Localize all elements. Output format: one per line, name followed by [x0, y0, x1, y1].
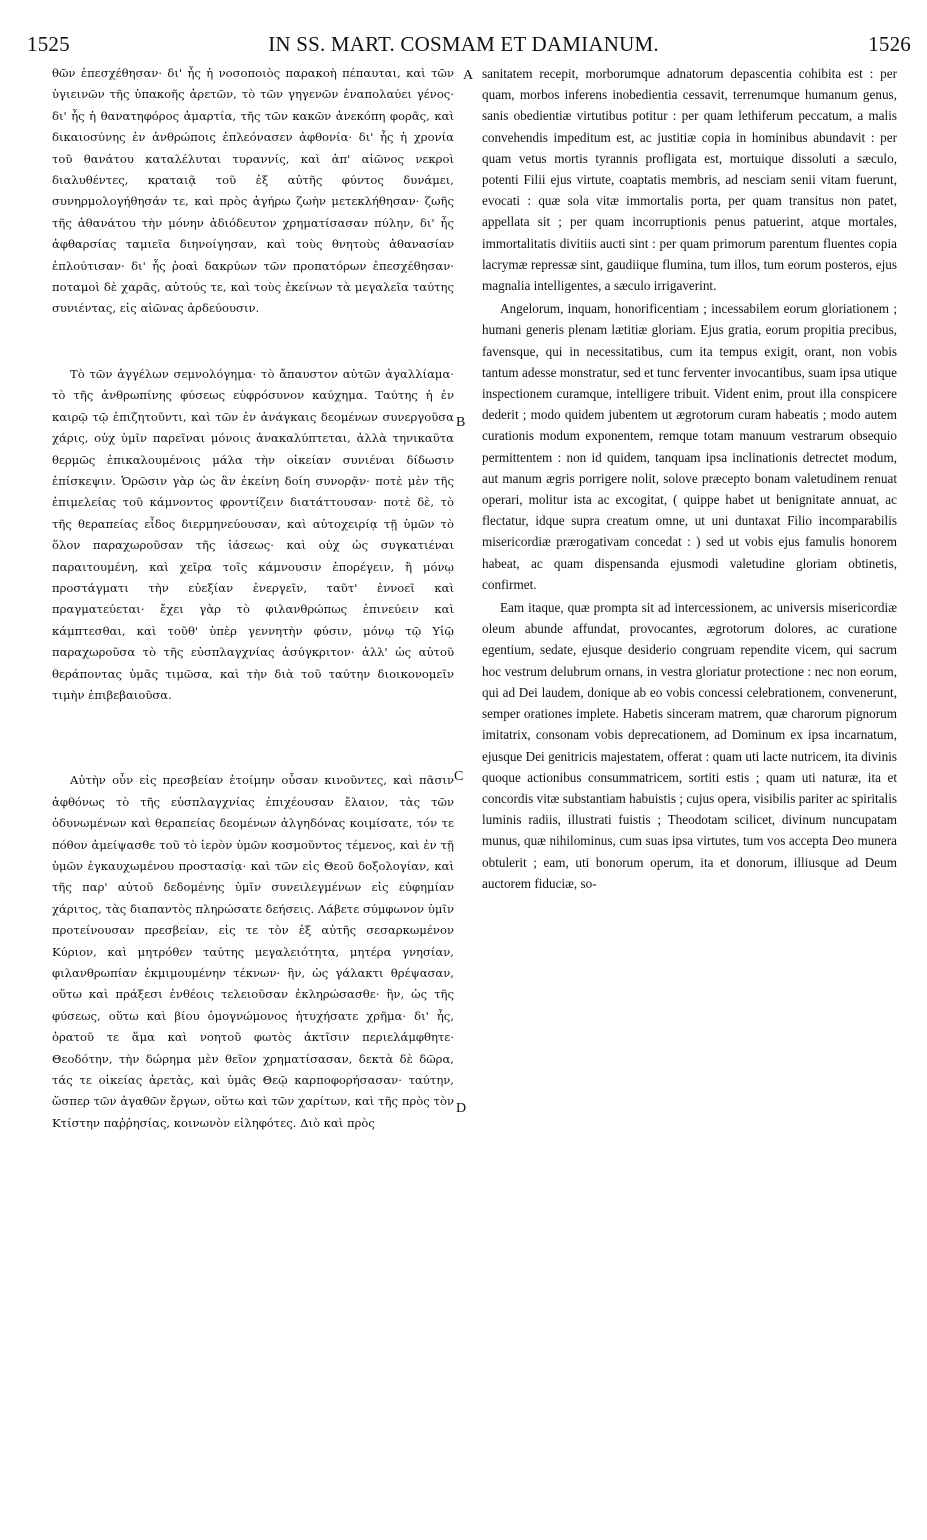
latin-paragraph-2: Angelorum, inquam, honorificentiam ; incessabilem eorum gloriationem ; humani generis plenam lætitiæ gloriam. Ejus gratia, eorum propitia precibus, favensque, qui in necessitatibus, cum ita tempus exigit, orant, non vobis tantum adesse monstratur, sed et tunc ferventer invocantibus, suam ipsa utique inspectionem curamque, intelligere tribuit. Vident enim, prout illa conspicere dederit ; modo quidem jubentem ut ægrotorum curam habeatis ; modo autem curationis modum exponentem, remque totam manuum vestrarum obsequio permittentem : non id quidem, tanquam ipsa inclinationis detrectet modum, aut manum ægris porrigere nolit, solove præcepto bonam valetudinem renuat operari, molitur ista ac excogitat, ( quippe habet ut benignitate annuat, ac flectatur, idque supra creatum omne, ut uni duntaxat Filio incomparabilis misericordiæ prærogativam concedat : ) sed ut vobis ejus famulis honorem habeat, ac quam dispensanda ejusmodi valetudine gloriam obtinetis, confirmet. [482, 301, 897, 592]
margin-marker-b: B [456, 415, 466, 430]
right-page-number: 1526 [868, 32, 911, 56]
latin-paragraph-1: sanitatem recepit, morborumque adnatorum depascentia cohibita est : per quam, morbos inferens inobedientia cessavit, terrenumque humanum genus, sanis obedientiæ virtutibus potitur : per quam lethiferum peccatum, a malis convehendis impeditum est, ac justitiæ copia in hominibus abundavit : per quam vetus mortis tyrannis profligata est, mortuique dissoluti a sæculo, potenti Filii ejus virtute, coaptatis membris, ad nesciam senii vitam fuerunt, evocati : quæ sola vitæ immortalis porta, per quam transitus non patet, appellata sit ; per quam incorruptionis penus patuerint, atque mortales, immortalitatis divitiis aucti sint : per quam primorum parentum fluentes copia lacrymæ repressæ sint, gaudiique flumina, tum illos, tum eorum posteros, ejus magnalia intelligentes, a sæculo irrigaverint. [482, 66, 897, 294]
margin-marker-c: C [454, 769, 464, 784]
margin-marker-a: A [463, 68, 474, 83]
greek-paragraph-1: θῶν ἐπεσχέθησαν· δι' ἧς ἡ νοσοποιὸς παρακοὴ πέπαυται, καὶ τῶν ὑγιεινῶν τῆς ὑπακοῆς ἀρετῶν, τὸ τῶν γηγενῶν ἐναπολαύει γένος· δι' ἧς ἡ θανατηφόρος ἁμαρτία, τῆς τῶν κακῶν ἀνεκόπη φορᾶς, καὶ δικαιοσύνης ἐν ἀνθρώποις ἐπλεόνασεν ἀφθονία· δι' ἧς ἡ χρονία τοῦ θανάτου καταλέλυται τυραννίς, καὶ ἀπ' αἰῶνος νεκροὶ διαλυθέντες, κραταιᾷ τοῦ ἐξ αὐτῆς φύντος δυνάμει, συνηρμολογήθησάν τε, καὶ πρὸς ἀγήρω ζωὴν μετεκλήθησαν· ζωῆς τῆς ἀθανάτου τὴν μόνην ἀδιόδευτον χρηματίσασαν πύλην, δι' ἧς ἀφθαρσίας ταμιεῖα διηνοίγησαν, καὶ τοὺς θνητοὺς ἀθανασίαν ἐπλούτισαν· δι' ἧς ῥοαὶ δακρύων τῶν προπατόρων ἐπεσχέθησαν· ποταμοὶ δὲ χαρᾶς, αὐτούς τε, καὶ τοὺς ἐκείνων τὰ μεγαλεῖα ταύτης συνιέντας, εἰς αἰῶνας ἀρδεύουσιν. [52, 66, 454, 316]
latin-column [482, 63, 897, 894]
latin-paragraph-3: Eam itaque, quæ prompta sit ad intercessionem, ac universis misericordiæ oleum abunde affundat, provocantes, ægrotorum dolores, ac curatione egentium, sedate, ejusque desiderio congruam rependite vicem, qui sacrum hoc vestrum delubrum ornans, in vestra gloriatur protectione : nec non eorum, qui ad Dei laudem, donique ab eo vobis concessi celebrationem, convenerunt, semper orationes implete. Habetis sinceram matrem, quæ charorum pignorum imitatrix, consonam vobis deprecationem, ad Dominum ex ipsa incarnatum, ejusque Dei genitricis majestatem, offerat : quam uti lacte nutricem, ita divinis quoque actionibus consummatricem, sortiti estis ; quam uti naturæ, ita et concordis vitæ substantiam habuistis ; cujus opera, visibilis pariter ac spiritalis luminis radiis, illustrati fuistis ; Theodotam scilicet, divinum nuncupatam munus, quæ nihilominus, cum suas ipsa virtutes, tum vos accepta Deo munera obtulerit ; eam, uti bonorum operum, ita et donorum, illiusque ad Deum auctorem fiduciæ, so- [482, 600, 897, 891]
running-title: IN SS. MART. COSMAM ET DAMIANUM. [268, 32, 659, 56]
greek-column [52, 63, 454, 1134]
greek-paragraph-3: Αὐτὴν οὖν εἰς πρεσβείαν ἑτοίμην οὖσαν κινοῦντες, καὶ πᾶσιν ἀφθόνως τὸ τῆς εὐσπλαγχνίας ἐπιχέουσαν ἔλαιον, τὰς τῶν ὀδυνωμένων καὶ θεραπείας δεομένων ἀλγηδόνας κοιμίσατε, τόν τε πόθον ἀμείψασθε τοῦ τὸ ἱερὸν ὑμῶν κοσμοῦντος τέμενος, καὶ ἐν τῇ ὑμῶν ἐγκαυχωμένου προστασίᾳ· καὶ τῶν εἰς Θεοῦ δοξολογίαν, καὶ τῆς παρ' αὐτοῦ δεδομένης ὑμῖν συνειλεγμένων εἰς εὐφημίαν χάριτος, τὰς διαπαντὸς πληρώσατε δεήσεις. Λάβετε σύμφωνον ὑμῖν προτείνουσαν πρεσβείαν, εἰς τε τὸν ἐξ αὐτῆς σεσαρκωμένον Κύριον, καὶ μητρόθεν ταύτης μεγαλειότητα, μητέρα γνησίαν, φιλανθρωπίαν ἐκμιμουμένην τέκνων· ἣν, ὡς γάλακτι θρέψασαν, οὕτω καὶ πράξεσι ἐνθέοις τελειοῦσαν ἐκληρώσασθε· ἣν, ὡς τῆς φύσεως, οὕτω καὶ βίου ὁμογνώμονος ἠτυχήσατε χρῆμα· δι' ἧς, ὁρατοῦ τε ἅμα καὶ νοητοῦ φωτὸς ἀκτῖσιν περιελάμφθητε· Θεοδότην, τὴν δώρημα μὲν θεῖον χρηματίσασαν, δεκτὰ δὲ δῶρα, τάς τε οἰκείας ἀρετὰς, καὶ ὑμᾶς Θεῷ καρποφορήσασαν· ταύτην, ὥσπερ τῶν ἀγαθῶν ἔργων, οὕτω καὶ τῶν χαρίτων, καὶ τῆς πρὸς τὸν Κτίστην παῤῥησίας, κοινωνὸν εἰληφότες. Διὸ καὶ πρὸς [52, 773, 454, 1130]
greek-paragraph-2: Τὸ τῶν ἀγγέλων σεμνολόγημα· τὸ ἄπαυστον αὐτῶν ἀγαλλίαμα· τὸ τῆς ἀνθρωπίνης φύσεως εὐφρόσυνον καύχημα. Ταύτης ἡ ἐν καιρῷ τῷ ἐπιζητοῦντι, καὶ τῶν ἐν ἀνάγκαις δεομένων συνεργοῦσα χάρις, οὐχ ὑμῖν παρεῖναι μόνοις ἀνακαλύπτεται, ἀλλὰ τηνικαῦτα θερμῶς ἐπικαλουμένοις μάλα τὴν οἰκείαν συνιέναι δίδωσιν ἐπίσκεψιν. Ὁρῶσιν γὰρ ὡς ἂν ἐκείνη δοίη συνορᾷν· ποτὲ μὲν τῆς ἐπιμελείας τοῦ κάμνοντος φροντίζειν διατάττουσαν· ποτὲ δὲ, τὸ τῆς θεραπείας εἶδος διερμηνεύουσαν, καὶ αὐτοχειρίᾳ τῇ ὑμῶν τὸ ὅλον παραχωροῦσαν τῆς ἰάσεως· καὶ οὐχ ὡς συγκατιέναι παραιτουμένη, καὶ χεῖρα τοῖς κάμνουσιν ἐπορέγειν, ἢ μόνῳ προστάγματι τὴν εὐεξίαν ἐνεργεῖν, ταῦτ' ἐννοεῖ καὶ πραγματεύεται· ἔχει γὰρ τὸ φιλανθρώπως ἐπινεύειν καὶ κάμπτεσθαι, καὶ τοῦθ' ὑπὲρ γεννητὴν φύσιν, μόνῳ τῷ Υἱῷ παραχωροῦσα τὸ τῆς εὐσπλαγχνίας ἀσύγκριτον· ἀλλ' ὡς αὐτοῦ θεράποντας ὑμᾶς τιμῶσα, καὶ τὴν διὰ τοῦ ταύτην διοικονομεῖν τιμὴν ἐπιβεβαιοῦσα. [52, 366, 454, 702]
left-page-number: 1525 [27, 32, 70, 56]
margin-marker-d: D [456, 1101, 467, 1116]
